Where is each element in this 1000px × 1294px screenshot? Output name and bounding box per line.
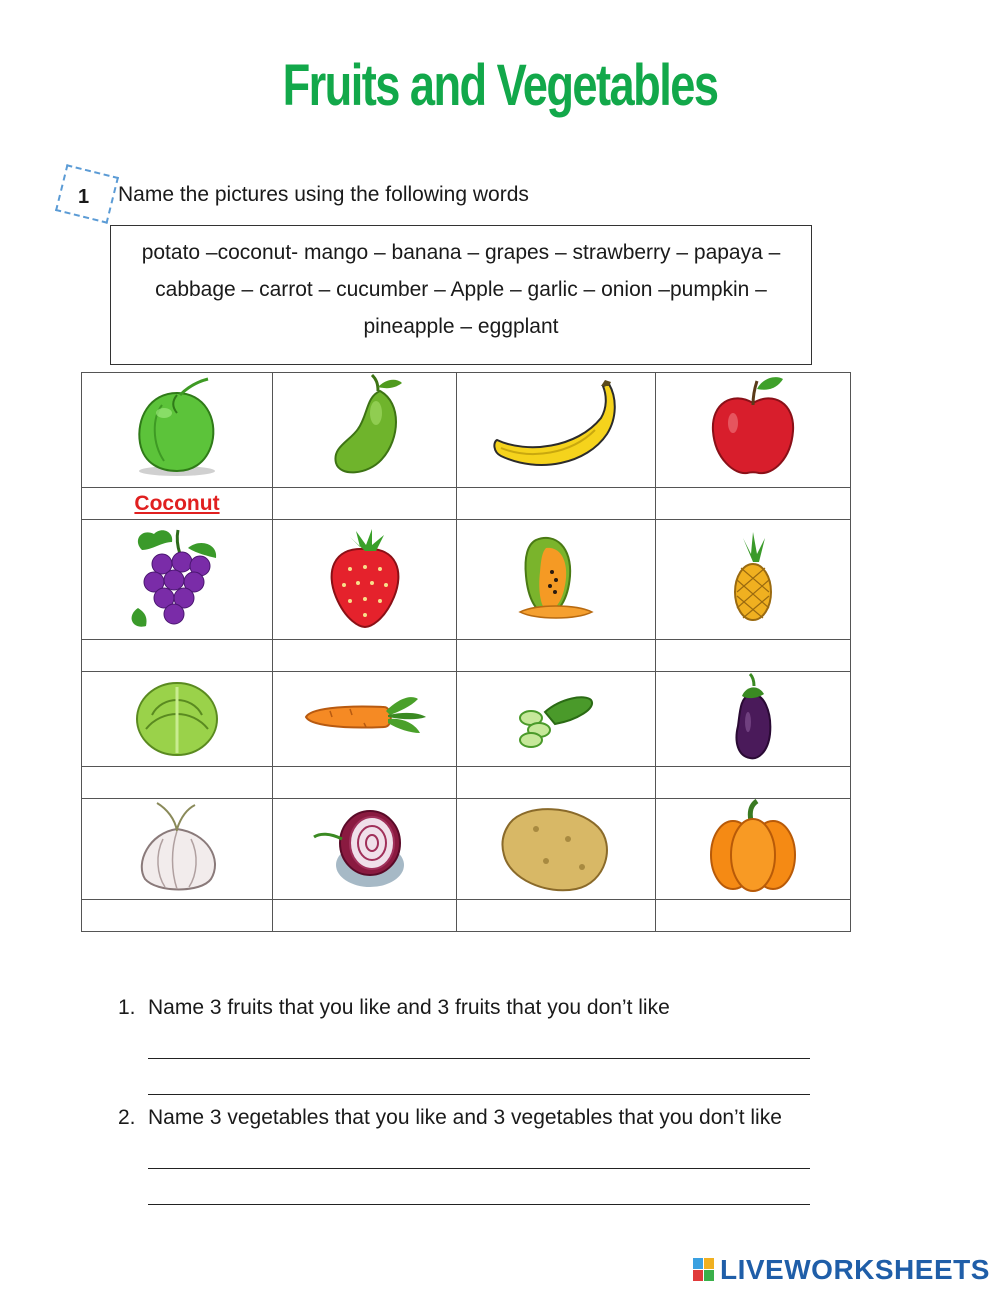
strawberry-icon xyxy=(320,523,410,633)
cell-coconut xyxy=(82,373,273,488)
papaya-icon xyxy=(506,528,606,628)
answer-cell[interactable] xyxy=(457,640,656,672)
answer-cell[interactable] xyxy=(656,767,851,799)
answer-cell[interactable] xyxy=(457,900,656,932)
cell-mango xyxy=(273,373,457,488)
mango-icon xyxy=(310,373,420,483)
carrot-icon xyxy=(300,687,430,747)
cell-eggplant xyxy=(656,672,851,767)
cell-grapes xyxy=(82,520,273,640)
cell-apple xyxy=(656,373,851,488)
question-text: Name 3 fruits that you like and 3 fruits that you don’t like xyxy=(148,996,670,1019)
answer-cell[interactable] xyxy=(82,767,273,799)
cell-pineapple xyxy=(656,520,851,640)
answer-cell[interactable] xyxy=(82,900,273,932)
answer-line[interactable] xyxy=(148,1204,810,1205)
onion-icon xyxy=(310,799,420,895)
eggplant-icon xyxy=(728,672,778,762)
cell-pumpkin xyxy=(656,799,851,900)
banana-icon xyxy=(491,378,621,478)
answer-line[interactable] xyxy=(148,1168,810,1169)
garlic-icon xyxy=(127,799,227,895)
section-number: 1 xyxy=(78,186,90,208)
coconut-icon xyxy=(122,373,232,483)
answer-cell[interactable] xyxy=(656,488,851,520)
question-number: 2. xyxy=(118,1106,136,1129)
cell-potato xyxy=(457,799,656,900)
answer-text: Coconut xyxy=(134,491,220,515)
pineapple-icon xyxy=(723,528,783,628)
answer-cell[interactable] xyxy=(457,488,656,520)
question-2 xyxy=(118,1106,782,1130)
grapes-icon xyxy=(122,520,232,635)
liveworksheets-logo-icon xyxy=(693,1258,715,1282)
cell-cucumber xyxy=(457,672,656,767)
cell-strawberry xyxy=(273,520,457,640)
pumpkin-icon xyxy=(703,799,803,895)
cell-cabbage xyxy=(82,672,273,767)
answer-cell[interactable] xyxy=(656,640,851,672)
answer-cell[interactable] xyxy=(273,900,457,932)
cell-papaya xyxy=(457,520,656,640)
answer-cell[interactable] xyxy=(273,488,457,520)
cell-carrot xyxy=(273,672,457,767)
answer-cell[interactable] xyxy=(273,640,457,672)
cell-garlic xyxy=(82,799,273,900)
page-title: Fruits and Vegetables xyxy=(282,53,718,118)
potato-icon xyxy=(496,799,616,895)
cell-banana xyxy=(457,373,656,488)
cucumber-icon xyxy=(511,682,601,752)
answer-line[interactable] xyxy=(148,1094,810,1095)
brand-wordmark: LIVEWORKSHEETS xyxy=(720,1254,990,1285)
cabbage-icon xyxy=(132,675,222,759)
word-bank-text: potato –coconut- mango – banana – grapes – strawberry – papaya – cabbage – carrot – cucumber – Apple – garlic – onion –pumpkin – pineapple – eggplant xyxy=(141,241,781,338)
answer-cell[interactable] xyxy=(656,900,851,932)
question-number: 1. xyxy=(118,996,136,1019)
answer-cell[interactable] xyxy=(82,488,273,520)
question-text: Name 3 vegetables that you like and 3 vegetables that you don’t like xyxy=(148,1106,782,1129)
picture-grid xyxy=(81,372,851,932)
answer-cell[interactable] xyxy=(82,640,273,672)
answer-line[interactable] xyxy=(148,1058,810,1059)
word-bank-box xyxy=(110,225,812,365)
answer-cell[interactable] xyxy=(273,767,457,799)
apple-icon xyxy=(703,373,803,483)
instruction-text: Name the pictures using the following words xyxy=(118,183,529,206)
answer-cell[interactable] xyxy=(457,767,656,799)
cell-onion xyxy=(273,799,457,900)
question-1 xyxy=(118,996,670,1020)
